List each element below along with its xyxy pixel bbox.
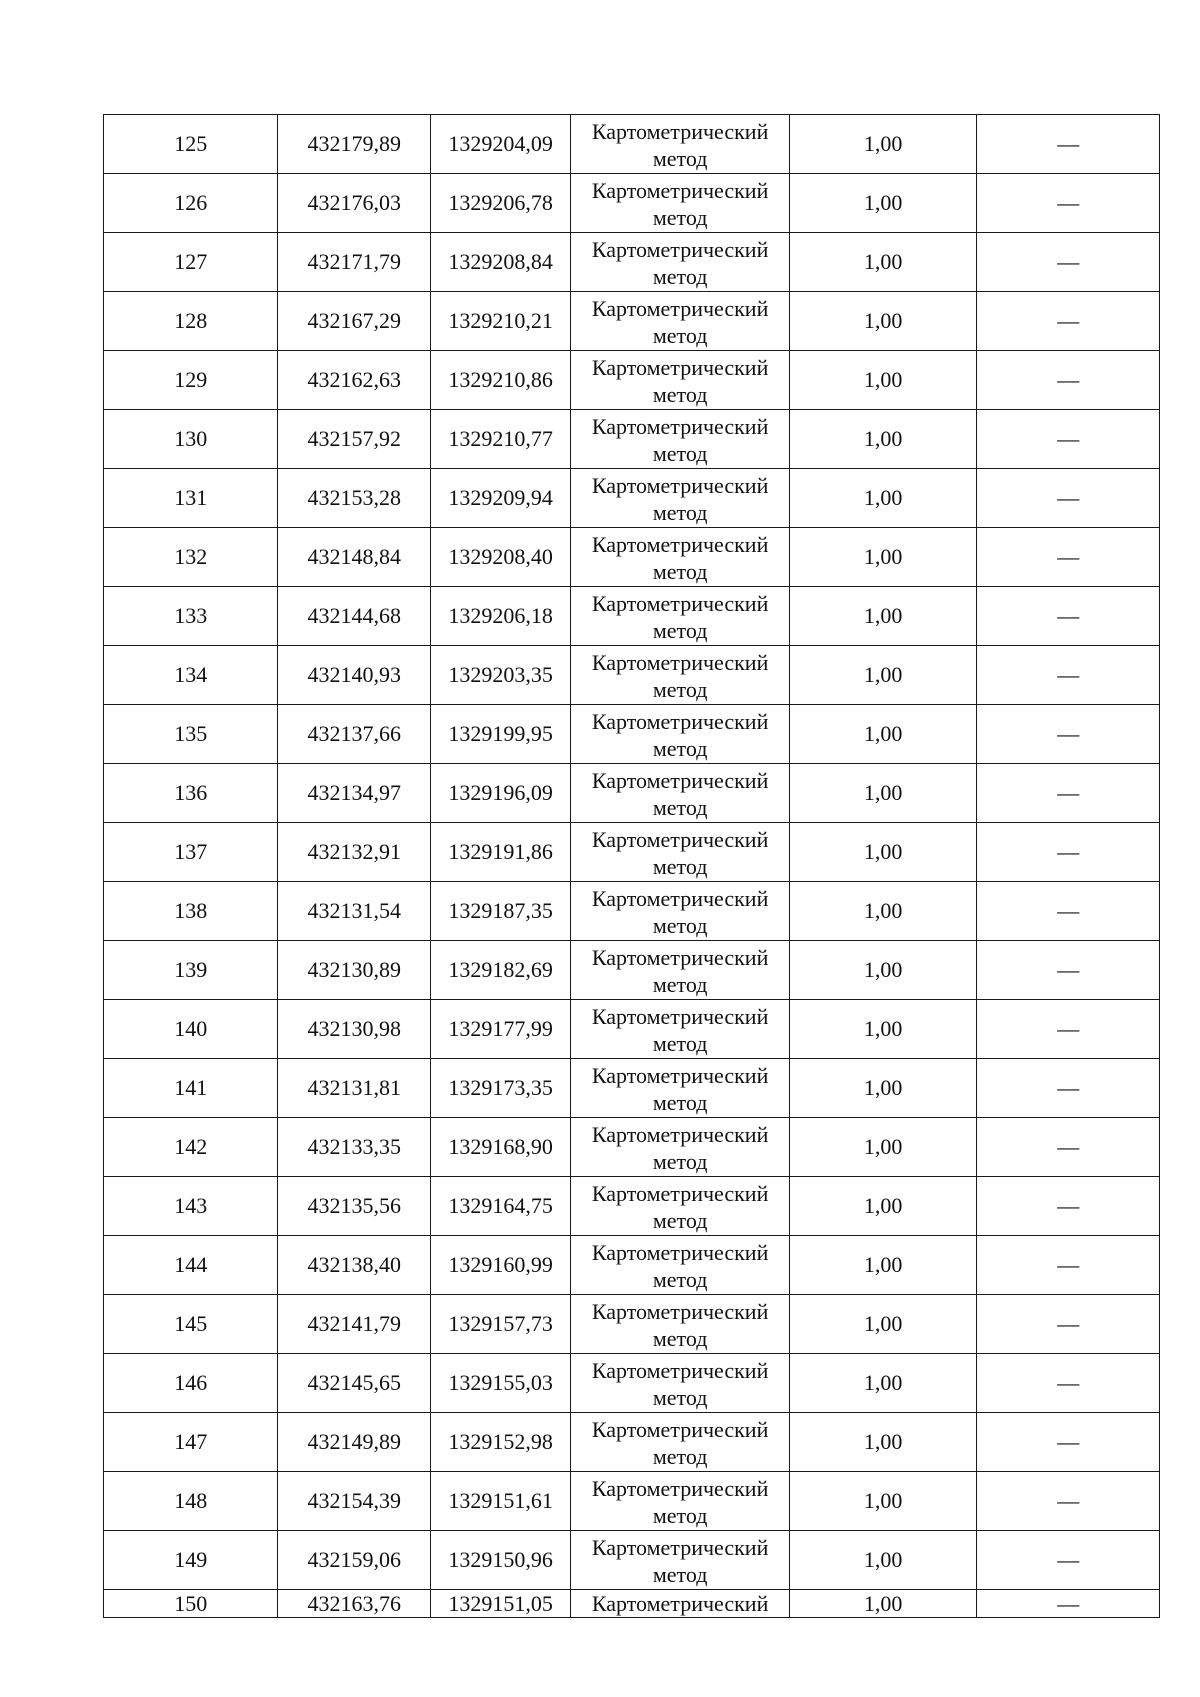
accuracy-cell: 1,00 [789,528,977,587]
x-coordinate-cell: 432159,06 [278,1531,430,1590]
x-coordinate-cell: 432179,89 [278,115,430,174]
accuracy-cell: 1,00 [789,882,977,941]
coordinates-table [103,114,1160,1618]
note-dash-cell: — [977,1177,1160,1236]
method-cell: Картометрический метод [571,1000,790,1059]
note-dash-cell: — [977,705,1160,764]
y-coordinate-cell: 1329210,21 [430,292,570,351]
x-coordinate-cell: 432130,98 [278,1000,430,1059]
note-dash-cell: — [977,351,1160,410]
y-coordinate-cell: 1329155,03 [430,1354,570,1413]
accuracy-cell: 1,00 [789,1354,977,1413]
note-dash-cell: — [977,764,1160,823]
accuracy-cell: 1,00 [789,1177,977,1236]
note-dash-cell: — [977,174,1160,233]
point-number-cell: 150 [104,1590,278,1618]
method-cell: Картометрический метод [571,1413,790,1472]
y-coordinate-cell: 1329208,84 [430,233,570,292]
table-row [104,764,1160,823]
note-dash-cell: — [977,1059,1160,1118]
table-row [104,1413,1160,1472]
point-number-cell: 139 [104,941,278,1000]
x-coordinate-cell: 432176,03 [278,174,430,233]
method-cell: Картометрический метод [571,1236,790,1295]
point-number-cell: 134 [104,646,278,705]
y-coordinate-cell: 1329206,78 [430,174,570,233]
method-cell: Картометрический метод [571,292,790,351]
x-coordinate-cell: 432154,39 [278,1472,430,1531]
x-coordinate-cell: 432130,89 [278,941,430,1000]
accuracy-cell: 1,00 [789,941,977,1000]
point-number-cell: 137 [104,823,278,882]
y-coordinate-cell: 1329152,98 [430,1413,570,1472]
x-coordinate-cell: 432141,79 [278,1295,430,1354]
accuracy-cell: 1,00 [789,233,977,292]
table-row [104,528,1160,587]
y-coordinate-cell: 1329208,40 [430,528,570,587]
table-row [104,351,1160,410]
table-row [104,233,1160,292]
x-coordinate-cell: 432149,89 [278,1413,430,1472]
y-coordinate-cell: 1329199,95 [430,705,570,764]
method-cell: Картометрический метод [571,646,790,705]
y-coordinate-cell: 1329164,75 [430,1177,570,1236]
accuracy-cell: 1,00 [789,351,977,410]
point-number-cell: 140 [104,1000,278,1059]
table-row [104,174,1160,233]
point-number-cell: 125 [104,115,278,174]
point-number-cell: 145 [104,1295,278,1354]
method-cell: Картометрический [571,1590,790,1618]
method-cell: Картометрический метод [571,115,790,174]
y-coordinate-cell: 1329150,96 [430,1531,570,1590]
note-dash-cell: — [977,1295,1160,1354]
accuracy-cell: 1,00 [789,646,977,705]
accuracy-cell: 1,00 [789,1531,977,1590]
x-coordinate-cell: 432148,84 [278,528,430,587]
y-coordinate-cell: 1329151,61 [430,1472,570,1531]
table-row [104,705,1160,764]
y-coordinate-cell: 1329204,09 [430,115,570,174]
x-coordinate-cell: 432135,56 [278,1177,430,1236]
method-cell: Картометрический метод [571,528,790,587]
method-cell: Картометрический метод [571,351,790,410]
y-coordinate-cell: 1329173,35 [430,1059,570,1118]
table-row [104,1354,1160,1413]
y-coordinate-cell: 1329157,73 [430,1295,570,1354]
x-coordinate-cell: 432133,35 [278,1118,430,1177]
x-coordinate-cell: 432131,54 [278,882,430,941]
table-row [104,292,1160,351]
x-coordinate-cell: 432134,97 [278,764,430,823]
accuracy-cell: 1,00 [789,1413,977,1472]
table-row [104,1295,1160,1354]
table-row [104,1472,1160,1531]
accuracy-cell: 1,00 [789,1472,977,1531]
table-row [104,941,1160,1000]
table-row [104,1118,1160,1177]
y-coordinate-cell: 1329177,99 [430,1000,570,1059]
point-number-cell: 127 [104,233,278,292]
accuracy-cell: 1,00 [789,292,977,351]
point-number-cell: 132 [104,528,278,587]
accuracy-cell: 1,00 [789,705,977,764]
point-number-cell: 133 [104,587,278,646]
accuracy-cell: 1,00 [789,1295,977,1354]
x-coordinate-cell: 432145,65 [278,1354,430,1413]
note-dash-cell: — [977,528,1160,587]
method-cell: Картометрический метод [571,705,790,764]
point-number-cell: 128 [104,292,278,351]
note-dash-cell: — [977,587,1160,646]
table-row [104,1590,1160,1618]
method-cell: Картометрический метод [571,1472,790,1531]
method-cell: Картометрический метод [571,764,790,823]
table-row [104,1059,1160,1118]
note-dash-cell: — [977,115,1160,174]
table-row [104,823,1160,882]
point-number-cell: 131 [104,469,278,528]
method-cell: Картометрический метод [571,1118,790,1177]
x-coordinate-cell: 432153,28 [278,469,430,528]
point-number-cell: 142 [104,1118,278,1177]
table-row [104,410,1160,469]
method-cell: Картометрический метод [571,587,790,646]
point-number-cell: 141 [104,1059,278,1118]
note-dash-cell: — [977,410,1160,469]
note-dash-cell: — [977,1590,1160,1618]
y-coordinate-cell: 1329206,18 [430,587,570,646]
x-coordinate-cell: 432157,92 [278,410,430,469]
table-row [104,1177,1160,1236]
y-coordinate-cell: 1329196,09 [430,764,570,823]
point-number-cell: 135 [104,705,278,764]
note-dash-cell: — [977,1531,1160,1590]
y-coordinate-cell: 1329151,05 [430,1590,570,1618]
point-number-cell: 136 [104,764,278,823]
accuracy-cell: 1,00 [789,410,977,469]
accuracy-cell: 1,00 [789,1590,977,1618]
x-coordinate-cell: 432137,66 [278,705,430,764]
accuracy-cell: 1,00 [789,823,977,882]
y-coordinate-cell: 1329168,90 [430,1118,570,1177]
note-dash-cell: — [977,292,1160,351]
x-coordinate-cell: 432171,79 [278,233,430,292]
method-cell: Картометрический метод [571,1531,790,1590]
accuracy-cell: 1,00 [789,764,977,823]
point-number-cell: 148 [104,1472,278,1531]
note-dash-cell: — [977,1354,1160,1413]
method-cell: Картометрический метод [571,469,790,528]
method-cell: Картометрический метод [571,410,790,469]
y-coordinate-cell: 1329210,77 [430,410,570,469]
table-row [104,646,1160,705]
accuracy-cell: 1,00 [789,1118,977,1177]
point-number-cell: 147 [104,1413,278,1472]
table-row [104,882,1160,941]
point-number-cell: 144 [104,1236,278,1295]
table-row [104,1531,1160,1590]
point-number-cell: 130 [104,410,278,469]
method-cell: Картометрический метод [571,1354,790,1413]
accuracy-cell: 1,00 [789,115,977,174]
y-coordinate-cell: 1329209,94 [430,469,570,528]
accuracy-cell: 1,00 [789,1236,977,1295]
note-dash-cell: — [977,1118,1160,1177]
y-coordinate-cell: 1329182,69 [430,941,570,1000]
accuracy-cell: 1,00 [789,1059,977,1118]
accuracy-cell: 1,00 [789,469,977,528]
note-dash-cell: — [977,941,1160,1000]
x-coordinate-cell: 432132,91 [278,823,430,882]
x-coordinate-cell: 432163,76 [278,1590,430,1618]
note-dash-cell: — [977,469,1160,528]
point-number-cell: 146 [104,1354,278,1413]
method-cell: Картометрический метод [571,823,790,882]
x-coordinate-cell: 432162,63 [278,351,430,410]
x-coordinate-cell: 432167,29 [278,292,430,351]
x-coordinate-cell: 432140,93 [278,646,430,705]
accuracy-cell: 1,00 [789,1000,977,1059]
note-dash-cell: — [977,882,1160,941]
point-number-cell: 138 [104,882,278,941]
point-number-cell: 126 [104,174,278,233]
x-coordinate-cell: 432144,68 [278,587,430,646]
y-coordinate-cell: 1329210,86 [430,351,570,410]
method-cell: Картометрический метод [571,233,790,292]
table-row [104,115,1160,174]
method-cell: Картометрический метод [571,882,790,941]
method-cell: Картометрический метод [571,1177,790,1236]
y-coordinate-cell: 1329203,35 [430,646,570,705]
x-coordinate-cell: 432138,40 [278,1236,430,1295]
coordinates-table-body [104,115,1160,1618]
y-coordinate-cell: 1329160,99 [430,1236,570,1295]
note-dash-cell: — [977,233,1160,292]
accuracy-cell: 1,00 [789,587,977,646]
accuracy-cell: 1,00 [789,174,977,233]
note-dash-cell: — [977,1000,1160,1059]
x-coordinate-cell: 432131,81 [278,1059,430,1118]
y-coordinate-cell: 1329187,35 [430,882,570,941]
point-number-cell: 129 [104,351,278,410]
y-coordinate-cell: 1329191,86 [430,823,570,882]
note-dash-cell: — [977,1472,1160,1531]
method-cell: Картометрический метод [571,174,790,233]
note-dash-cell: — [977,823,1160,882]
point-number-cell: 149 [104,1531,278,1590]
note-dash-cell: — [977,1236,1160,1295]
method-cell: Картометрический метод [571,1295,790,1354]
table-row [104,1000,1160,1059]
method-cell: Картометрический метод [571,941,790,1000]
point-number-cell: 143 [104,1177,278,1236]
method-cell: Картометрический метод [571,1059,790,1118]
note-dash-cell: — [977,1413,1160,1472]
table-row [104,587,1160,646]
table-row [104,469,1160,528]
table-row [104,1236,1160,1295]
note-dash-cell: — [977,646,1160,705]
